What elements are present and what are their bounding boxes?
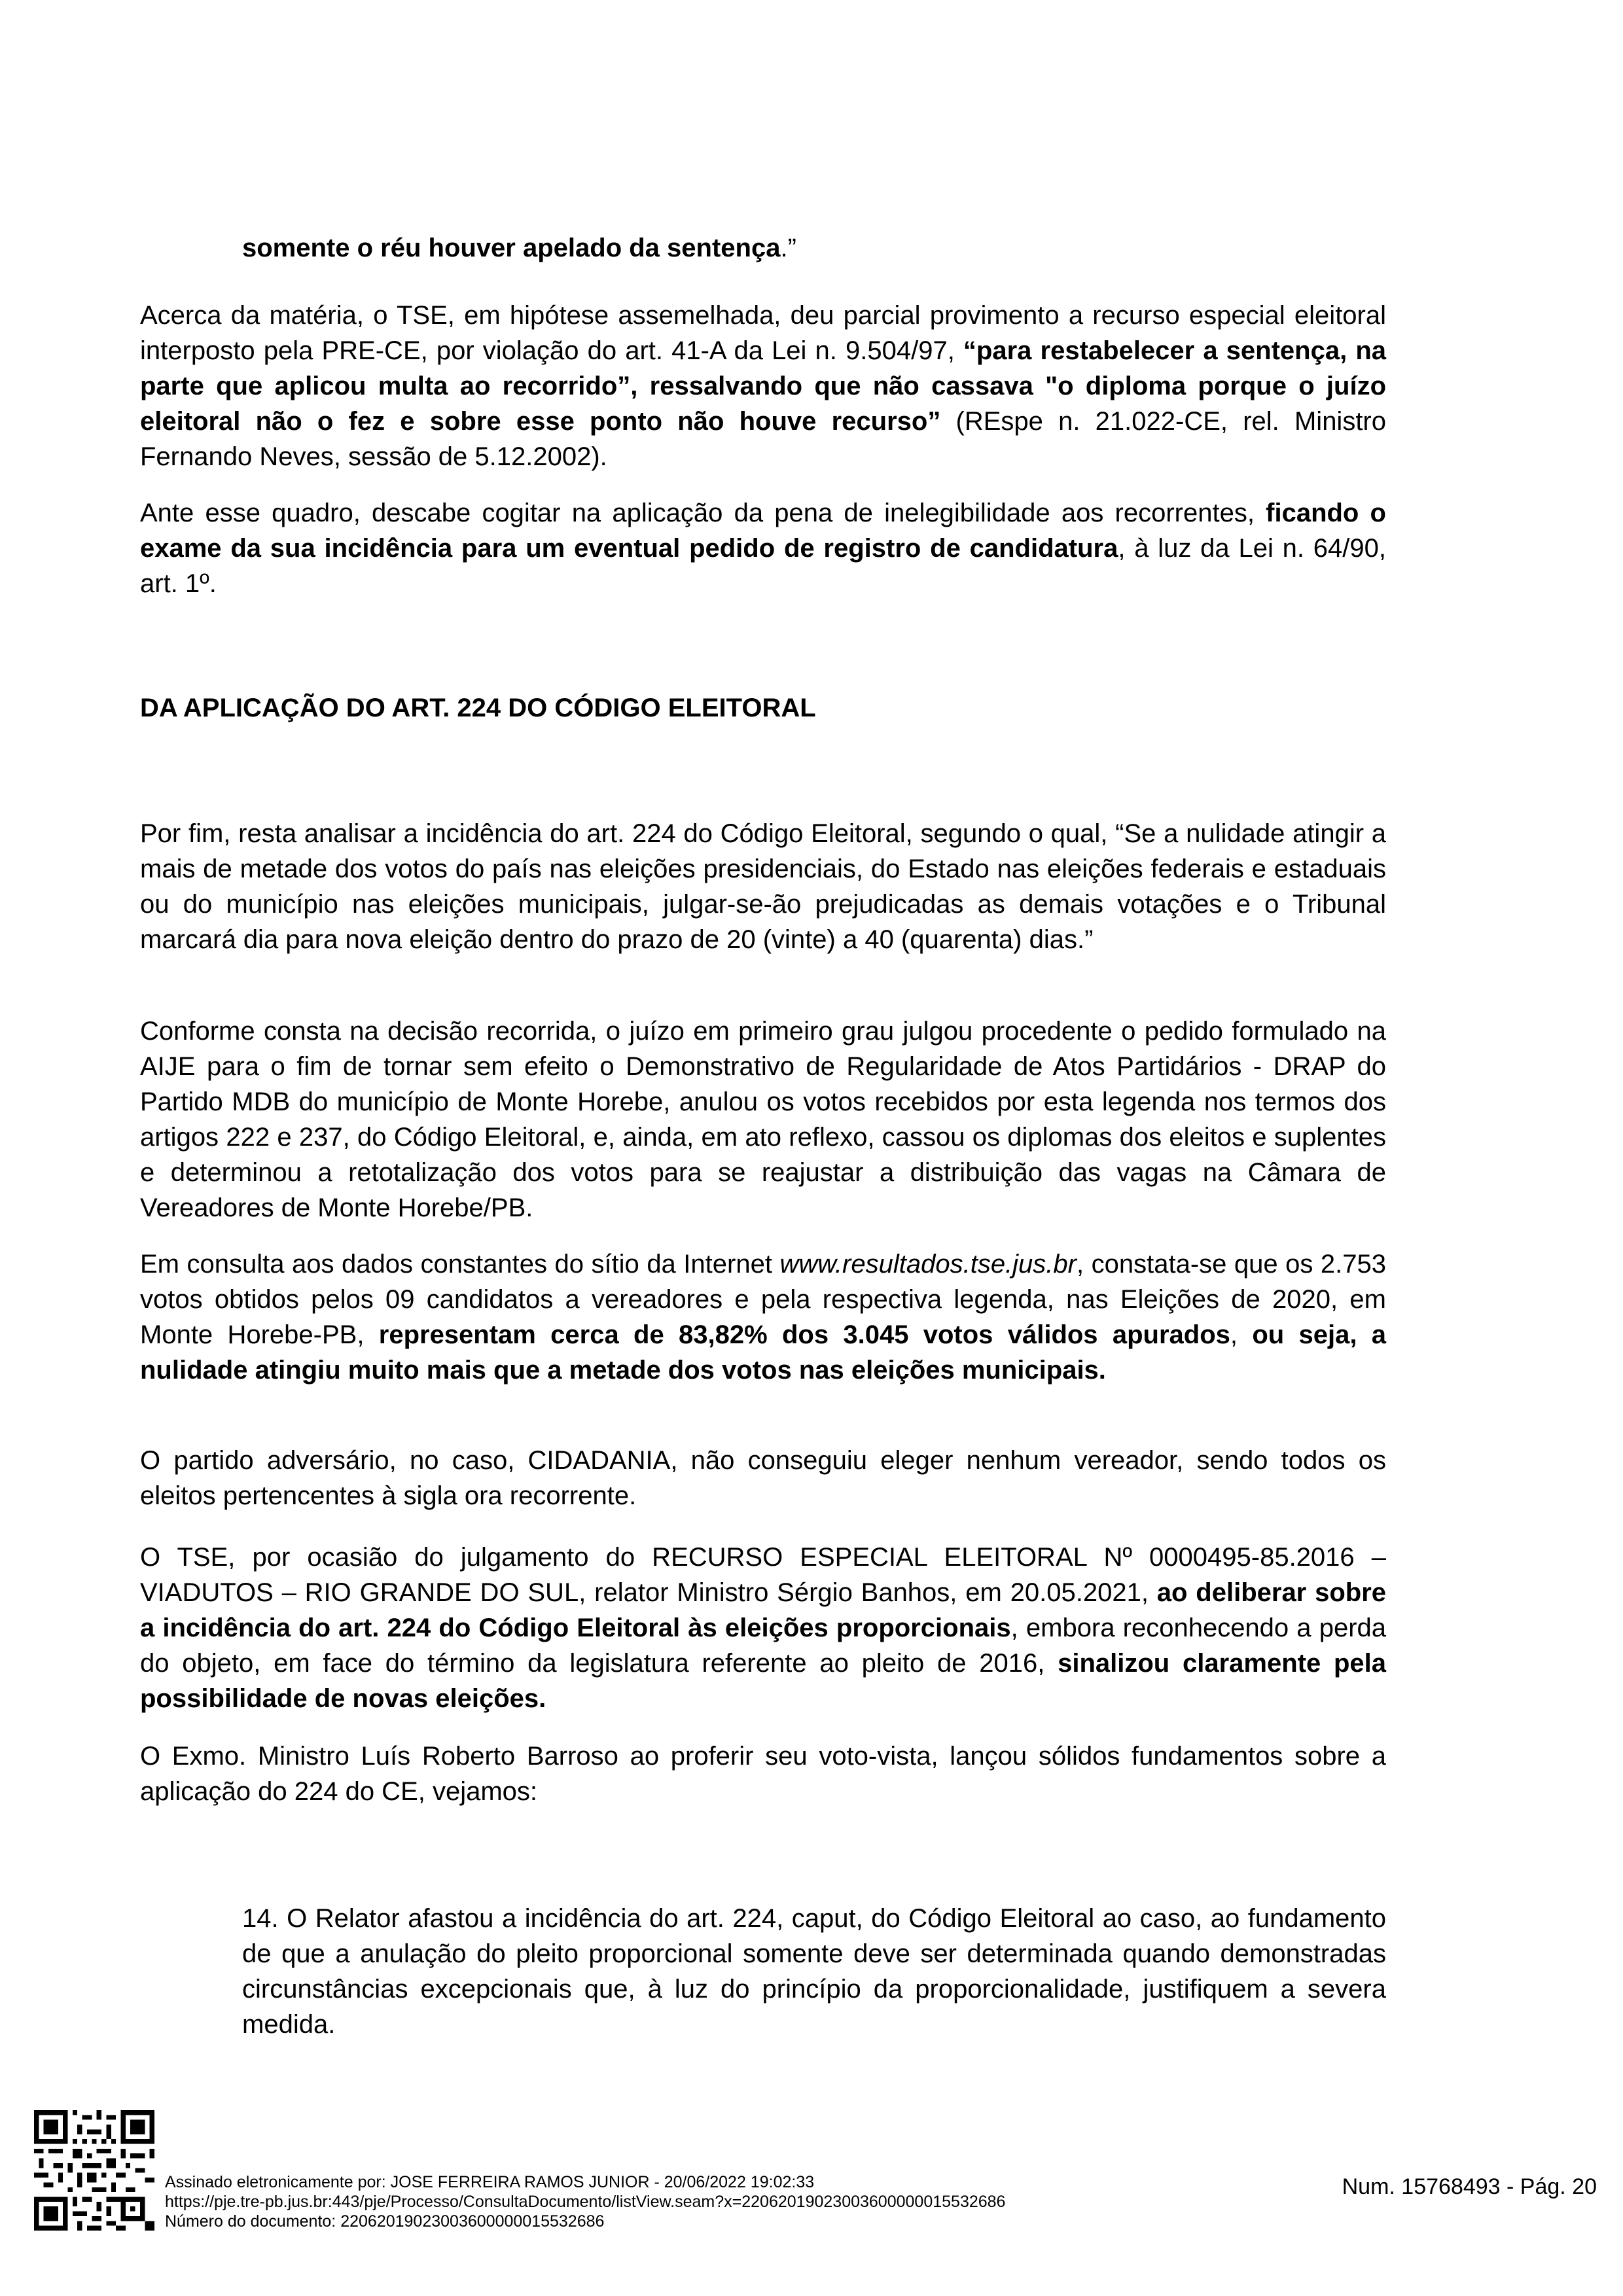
bold-text: representam cerca de 83,82% dos 3.045 votos válidos apurados	[378, 1320, 1230, 1349]
quote-end-tail: .”	[780, 234, 796, 262]
bold-text: sinalizou claramente pela possibilidade de novas eleições.	[140, 1649, 1386, 1713]
text: Em consulta aos dados constantes do sítio da Internet	[140, 1250, 780, 1279]
paragraph-cidadania: O partido adversário, no caso, CIDADANIA, não conseguiu eleger nenhum vereador, sendo todos os eleitos pertencentes à sigla ora recorrente.	[140, 1446, 1386, 1510]
paragraph-tse-respe	[140, 298, 1386, 474]
text: Acerca da matéria, o TSE, em hipótese assemelhada, deu parcial provimento a recurso especial eleitoral interposto pela PRE-CE, por violação do art. 41-A da Lei n. 9.504/97,	[140, 301, 1386, 365]
text: , embora reconhecendo a perda do objeto, em face do término da legislatura referente ao pleito de 2016,	[140, 1614, 1387, 1678]
page-number: Num. 15768493 - Pág. 20	[1342, 2174, 1597, 2199]
bold-text: ao deliberar sobre a incidência do art. 224 do Código Eleitoral às eleições proporcionais	[140, 1578, 1387, 1642]
section-heading: DA APLICAÇÃO DO ART. 224 DO CÓDIGO ELEITORAL	[140, 694, 816, 722]
text: Ante esse quadro, descabe cogitar na aplicação da pena de inelegibilidade aos recorrentes,	[140, 499, 1266, 527]
document-url-link[interactable]: https://pje.tre-pb.jus.br:443/pje/Processo/ConsultaDocumento/listView.seam?x=22062019023003600000015532686	[165, 2193, 1006, 2211]
website-link[interactable]: www.resultados.tse.jus.br	[779, 1250, 1077, 1279]
signature-footer	[0, 2110, 1623, 2296]
text: , constata-se que os 2.753 votos obtidos pelos 09 candidatos a vereadores e pela respectiva legenda, nas Eleições de 2020, em Monte Horebe-PB,	[140, 1250, 1386, 1349]
quote-paragraph-14: 14. O Relator afastou a incidência do art. 224, caput, do Código Eleitoral ao caso, ao fundamento de que a anulação do pleito proporcional somente deve ser determinada quando demonstradas circunstâncias excepcionais que, à luz do princípio da proporcionalidade, justifiquem a severa medida.	[242, 1904, 1386, 2039]
paragraph-respe-viadutos	[140, 1540, 1386, 1716]
bold-text: ou seja, a nulidade atingiu muito mais que a metade dos votos nas eleições municipais.	[140, 1320, 1386, 1385]
text: O TSE, por ocasião do julgamento do RECURSO ESPECIAL ELEITORAL Nº 0000495-85.2016 – VIADUTOS – RIO GRANDE DO SUL, relator Ministro Sérgio Banhos, em 20.05.2021,	[140, 1543, 1386, 1607]
paragraph-resultados	[140, 1246, 1386, 1388]
text: , à luz da Lei n. 64/90, art. 1º.	[140, 534, 1386, 598]
bold-text: “para restabelecer a sentença, na parte que aplicou multa ao recorrido”, ressalvando que não cassava "o diploma porque o juízo eleitoral não o fez e sobre esse ponto não houve recurso”	[140, 336, 1386, 436]
document-number-text: Número do documento: 22062019023003600000015532686	[165, 2212, 605, 2231]
text: ,	[1230, 1320, 1253, 1349]
paragraph-inelegibilidade	[140, 495, 1386, 601]
text: (REspe n. 21.022-CE, rel. Ministro Fernando Neves, sessão de 5.12.2002).	[140, 407, 1387, 471]
bold-text: ficando o exame da sua incidência para um eventual pedido de registro de candidatura	[140, 499, 1386, 563]
signed-by-text: Assinado eletronicamente por: JOSE FERREIRA RAMOS JUNIOR - 20/06/2022 19:02:33	[165, 2173, 815, 2191]
signature-block	[165, 2172, 1005, 2231]
paragraph-art-224: Por fim, resta analisar a incidência do art. 224 do Código Eleitoral, segundo o qual, “Se a nulidade atingir a mais de metade dos votos do país nas eleições presidenciais, do Estado nas eleições federais e estaduais ou do município nas eleições municipais, julgar-se-ão prejudicadas as demais votações e o Tribunal marcará dia para nova eleição dentro do prazo de 20 (vinte) a 40 (quarenta) dias.”	[140, 819, 1386, 954]
paragraph-decisao-recorrida: Conforme consta na decisão recorrida, o juízo em primeiro grau julgou procedente o pedido formulado na AIJE para o fim de tornar sem efeito o Demonstrativo de Regularidade de Atos Partidários - DRAP do Partido MDB do município de Monte Horebe, anulou os votos recebidos por esta legenda nos termos dos artigos 222 e 237, do Código Eleitoral, e, ainda, em ato reflexo, cassou os diplomas dos eleitos e suplentes e determinou a retotalização dos votos para se reajustar a distribuição das vagas na Câmara de Vereadores de Monte Horebe/PB.	[140, 1017, 1386, 1222]
paragraph-barroso: O Exmo. Ministro Luís Roberto Barroso ao proferir seu voto-vista, lançou sólidos fundamentos sobre a aplicação do 224 do CE, vejamos:	[140, 1742, 1386, 1806]
quote-end-paragraph	[242, 230, 1386, 266]
quote-end-bold: somente o réu houver apelado da sentença	[242, 234, 781, 262]
qr-code-icon	[34, 2110, 154, 2231]
